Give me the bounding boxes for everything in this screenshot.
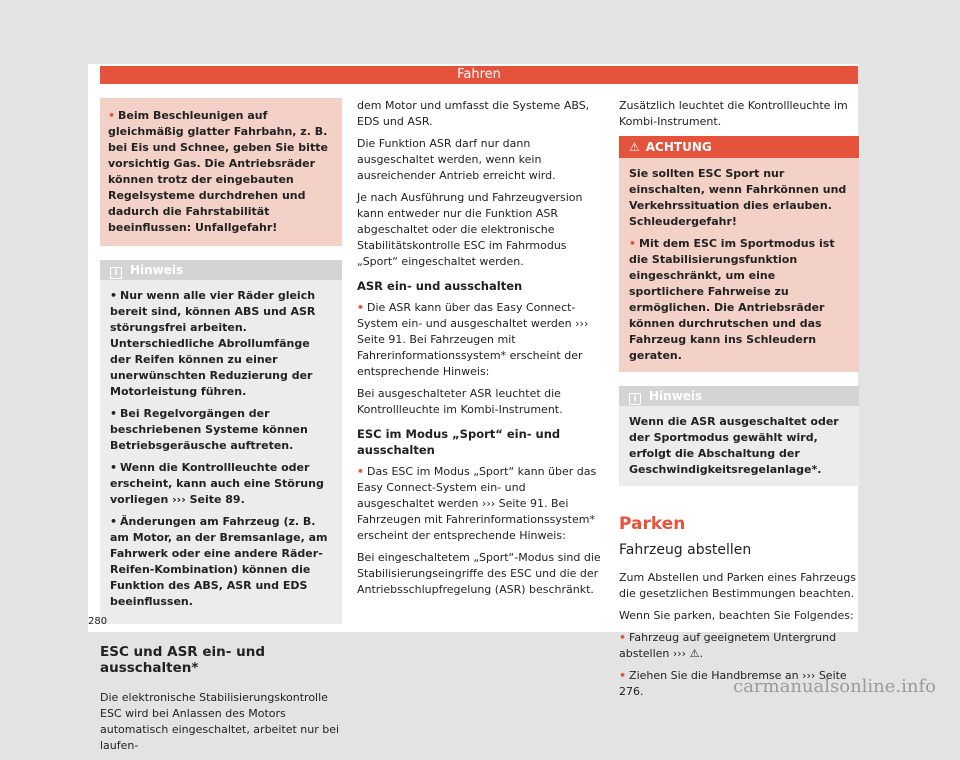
column-2 — [357, 98, 603, 604]
list-item: • Mit dem ESC im Sportmodus ist die Stabilisierungsfunktion eingeschränkt, um eine sportlichere Fahrweise zu ermöglichen. Die Antriebsräder können durchrutschen und das Fahrzeug kann ins Schleudern geraten. — [629, 237, 835, 362]
list-item: • Die ASR kann über das Easy Connect-System ein- und ausgeschaltet werden ››› Seite 91. Bei Fahrzeugen mit Fahrerinformationssystem* erscheint der entsprechende Hinweis: — [357, 301, 589, 378]
achtung-title: ACHTUNG — [645, 140, 712, 154]
subheading-asr: ASR ein- und ausschalten — [357, 279, 523, 293]
hinweis-title: Hinweis — [649, 389, 703, 403]
paragraph: Zum Abstellen und Parken eines Fahrzeugs die gesetzlichen Bestimmungen beachten. — [619, 571, 856, 600]
warning-box — [100, 98, 342, 246]
info-icon: i — [110, 267, 122, 279]
warning-text: Beim Beschleunigen auf gleichmäßig glatter Fahrbahn, z. B. bei Eis und Schnee, geben Sie bitte vorsichtig Gas. Die Antriebsräder können trotz der eingebauten Regelsysteme durchdrehen und dadurch die Fahrstabilität beeinflussen: Unfallgefahr! — [108, 109, 328, 234]
paragraph: Zusätzlich leuchtet die Kontrollleuchte im Kombi-Instrument. — [619, 99, 848, 128]
section-title: ESC und ASR ein- und ausschalten* — [100, 644, 265, 676]
list-item: • Bei Regelvorgängen der beschriebenen Systeme können Betriebsgeräusche auftreten. — [110, 407, 308, 452]
paragraph: dem Motor und umfasst die Systeme ABS, EDS und ASR. — [357, 99, 590, 128]
list-item: • Das ESC im Modus „Sport“ kann über das Easy Connect-System ein- und ausgeschaltet werden ››› Seite 91. Bei Fahrzeugen mit Fahrerinformationssystem* erscheint der entsprechende Hinweis: — [357, 465, 597, 542]
info-icon: i — [629, 393, 641, 405]
hinweis-text: Wenn die ASR ausgeschaltet oder der Sportmodus gewählt wird, erfolgt die Abschaltung der Geschwindigkeitsregelanlage*. — [629, 415, 839, 476]
page-header: Fahren — [100, 66, 858, 84]
hinweis-title: Hinweis — [130, 263, 184, 277]
achtung-box — [619, 136, 859, 372]
watermark: carmanualsonline.info — [733, 676, 936, 697]
list-item: • Ziehen Sie die Handbremse an ››› Seite 276. — [619, 669, 847, 698]
paragraph: Die Funktion ASR darf nur dann ausgeschaltet werden, wenn kein ausreichender Antrieb erreicht wird. — [357, 137, 556, 182]
subheading-esc: ESC im Modus „Sport“ ein- und ausschalten — [357, 427, 561, 457]
section-subtitle: Fahrzeug abstellen — [619, 542, 752, 558]
list-item: • Änderungen am Fahrzeug (z. B. am Motor, an der Bremsanlage, am Fahrwerk oder eine andere Räder-Reifen-Kombination) können die Funktion des ABS, ASR und EDS beeinflussen. — [110, 515, 328, 608]
list-item: • Nur wenn alle vier Räder gleich bereit sind, können ABS und ASR störungsfrei arbeiten. Unterschiedliche Abrollumfänge der Reifen können zu einer unerwünschten Reduzierung der Motorleistung führen. — [110, 289, 316, 398]
paragraph: Bei ausgeschalteter ASR leuchtet die Kontrollleuchte im Kombi-Instrument. — [357, 387, 563, 416]
paragraph: Bei eingeschaltetem „Sport“-Modus sind die Stabilisierungseingriffe des ESC und die der Antriebsschlupfregelung (ASR) beschränkt. — [357, 551, 601, 596]
hinweis-box — [100, 260, 342, 624]
section-text: Die elektronische Stabilisierungskontrolle ESC wird bei Anlassen des Motors automatisch eingeschaltet, arbeitet nur bei laufen- — [100, 691, 340, 752]
list-item: • Fahrzeug auf geeignetem Untergrund abstellen ››› ⚠. — [619, 631, 837, 660]
warning-triangle-icon: ⚠ — [629, 140, 640, 154]
paragraph: Je nach Ausführung und Fahrzeugversion kann entweder nur die Funktion ASR abgeschaltet oder die elektronische Stabilitätskontrolle ESC im Fahrmodus „Sport“ eingeschaltet werden. — [357, 191, 583, 268]
column-1 — [100, 98, 342, 760]
page-number: 280 — [88, 616, 108, 627]
paragraph: Wenn Sie parken, beachten Sie Folgendes: — [619, 609, 854, 622]
achtung-text: Sie sollten ESC Sport nur einschalten, wenn Fahrkönnen und Verkehrssituation dies erlauben. Schleudergefahr! — [629, 167, 847, 228]
chapter-title: Parken — [619, 514, 686, 534]
hinweis-box-2 — [619, 386, 859, 486]
list-item: • Wenn die Kontrollleuchte oder erscheint, kann auch eine Störung vorliegen ››› Seite 89. — [110, 461, 324, 506]
column-3 — [619, 98, 859, 706]
bullet-icon: • — [108, 109, 116, 122]
